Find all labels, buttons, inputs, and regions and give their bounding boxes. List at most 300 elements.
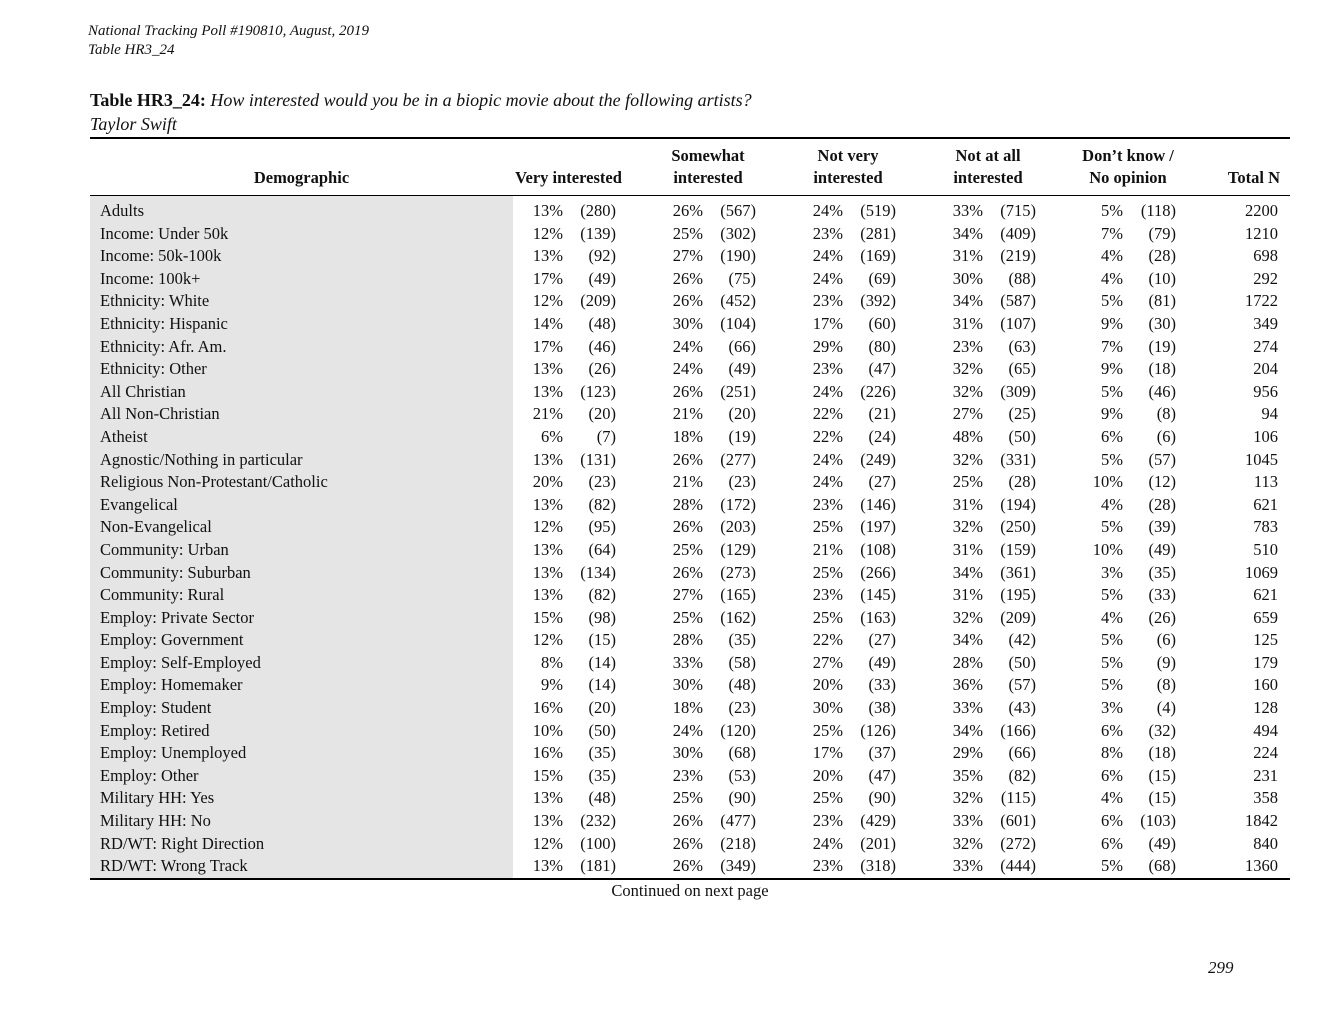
cell-spacer [1044,471,1072,494]
cell-count: (57) [1008,675,1036,695]
cell-count: (46) [1148,381,1176,401]
row-label: All Christian [90,381,513,404]
cell-percent: 8% [1101,743,1123,763]
table-row [90,403,1290,426]
cell-count: (23) [588,472,616,492]
cell-percent: 23% [812,585,843,605]
cell-spacer [624,562,652,585]
cell-spacer [904,787,932,810]
cell-count: (197) [860,517,896,537]
cell-count: (49) [728,359,756,379]
cell-percent: 12% [532,630,563,650]
table-row [90,787,1290,810]
cell-count: (95) [588,517,616,537]
cell-count: (118) [1140,201,1176,220]
cell-percent: 5% [1101,585,1123,605]
row-label: Employ: Retired [90,720,513,743]
cell-percent: 3% [1101,562,1123,582]
col-header-demographic: Demographic [253,168,350,187]
cell-spacer [624,539,652,562]
cell-percent: 5% [1101,449,1123,469]
cell-spacer [624,810,652,833]
cell-percent: 17% [812,313,843,333]
cell-count: (172) [720,494,756,514]
cell-count: (409) [1000,223,1036,243]
cell-percent: 30% [812,698,843,718]
cell-percent: 30% [952,268,983,288]
cell-count: (98) [588,607,616,627]
cell-count: (57) [1148,449,1176,469]
cell-spacer [764,381,792,404]
cell-total-n: 1360 [1245,856,1278,876]
cell-percent: 26% [672,381,703,401]
cell-spacer [764,403,792,426]
cell-count: (47) [868,765,896,785]
cell-percent: 3% [1101,698,1123,718]
cell-count: (33) [868,675,896,695]
cell-count: (115) [1000,788,1036,808]
cell-percent: 33% [952,856,983,876]
cell-spacer [1044,720,1072,743]
cell-spacer [904,494,932,517]
cell-percent: 13% [532,359,563,379]
cell-total-n: 204 [1253,359,1278,379]
cell-percent: 31% [952,539,983,559]
cell-count: (82) [588,494,616,514]
cell-percent: 26% [672,833,703,853]
cell-total-n: 783 [1253,517,1278,537]
poll-name: National Tracking Poll #190810, August, 2019 [88,23,369,39]
table-row [90,358,1290,381]
cell-spacer [1044,223,1072,246]
cell-count: (79) [1148,223,1176,243]
cell-count: (18) [1148,743,1176,763]
table-subject: Taylor Swift [90,114,177,134]
cell-spacer [1044,629,1072,652]
cell-count: (19) [1148,336,1176,356]
cell-spacer [764,313,792,336]
cell-percent: 6% [1101,720,1123,740]
cell-percent: 5% [1101,675,1123,695]
cell-count: (601) [1000,811,1036,831]
cell-percent: 21% [672,404,703,424]
cell-percent: 23% [812,856,843,876]
cell-percent: 6% [1101,811,1123,831]
cell-spacer [764,584,792,607]
cell-percent: 24% [812,472,843,492]
cell-count: (23) [728,472,756,492]
cell-spacer [904,313,932,336]
cell-percent: 29% [812,336,843,356]
cell-count: (33) [1148,585,1176,605]
cell-total-n: 1722 [1245,291,1278,311]
cell-count: (251) [720,381,756,401]
cell-count: (35) [728,630,756,650]
cell-percent: 27% [812,652,843,672]
cell-count: (18) [1148,359,1176,379]
cell-percent: 33% [672,652,703,672]
cell-spacer [764,426,792,449]
table-row [90,629,1290,652]
row-label: Income: 50k-100k [90,245,513,268]
cell-percent: 6% [1101,426,1123,446]
cell-percent: 23% [952,336,983,356]
table-row [90,245,1290,268]
cell-percent: 21% [812,539,843,559]
cell-count: (444) [1000,856,1036,876]
cell-percent: 30% [672,743,703,763]
cell-count: (280) [580,201,616,220]
cell-spacer [1044,426,1072,449]
cell-spacer [1044,562,1072,585]
document-header [88,22,369,60]
cell-count: (82) [588,585,616,605]
cell-count: (218) [720,833,756,853]
cell-percent: 23% [812,811,843,831]
cell-count: (68) [1148,856,1176,876]
row-label: RD/WT: Wrong Track [90,855,513,879]
col-header-dont-know: Don’t know / No opinion [1082,146,1174,187]
table-question: How interested would you be in a biopic movie about the following artists? [210,90,752,110]
cell-spacer [904,855,932,879]
cell-count: (361) [1000,562,1036,582]
cell-count: (587) [1000,291,1036,311]
cell-count: (429) [860,811,896,831]
cell-total-n: 160 [1253,675,1278,695]
cell-percent: 27% [952,404,983,424]
cell-count: (48) [728,675,756,695]
cell-count: (81) [1148,291,1176,311]
cell-percent: 16% [532,743,563,763]
cell-percent: 26% [672,856,703,876]
cell-spacer [1044,697,1072,720]
cell-percent: 13% [532,788,563,808]
cell-percent: 6% [1101,765,1123,785]
cell-count: (20) [588,698,616,718]
cell-count: (209) [1000,607,1036,627]
cell-count: (120) [720,720,756,740]
cell-total-n: 349 [1253,313,1278,333]
cell-count: (50) [1008,652,1036,672]
table-row [90,674,1290,697]
cell-percent: 32% [952,359,983,379]
cell-percent: 6% [1101,833,1123,853]
cell-percent: 18% [672,426,703,446]
cell-percent: 26% [672,562,703,582]
cell-count: (27) [868,472,896,492]
cell-count: (103) [1140,811,1176,831]
cell-count: (166) [1000,720,1036,740]
cell-spacer [904,290,932,313]
table-row [90,336,1290,359]
cell-percent: 13% [532,539,563,559]
cell-count: (49) [1148,539,1176,559]
cell-percent: 14% [532,313,563,333]
row-label: Military HH: Yes [90,787,513,810]
cell-spacer [904,562,932,585]
table-body [90,196,1290,879]
cell-total-n: 1842 [1245,811,1278,831]
cell-total-n: 224 [1253,743,1278,763]
cell-percent: 26% [672,268,703,288]
cell-total-n: 231 [1253,765,1278,785]
cell-count: (48) [588,788,616,808]
row-label: Employ: Homemaker [90,674,513,697]
cell-percent: 31% [952,585,983,605]
cell-spacer [1044,742,1072,765]
cell-total-n: 659 [1253,607,1278,627]
cell-spacer [904,765,932,788]
cell-spacer [764,539,792,562]
cell-spacer [1044,403,1072,426]
cell-percent: 17% [532,268,563,288]
row-label: Military HH: No [90,810,513,833]
cell-count: (104) [720,313,756,333]
cell-count: (12) [1148,472,1176,492]
cell-spacer [1044,674,1072,697]
cell-spacer [1044,607,1072,630]
cell-percent: 13% [532,856,563,876]
cell-percent: 32% [952,607,983,627]
table-row [90,607,1290,630]
cell-total-n: 956 [1253,381,1278,401]
cell-percent: 4% [1101,607,1123,627]
page-number: 299 [1208,958,1234,977]
cell-percent: 28% [952,652,983,672]
cell-count: (68) [728,743,756,763]
cell-percent: 4% [1101,268,1123,288]
cell-count: (250) [1000,517,1036,537]
cell-count: (519) [860,201,896,220]
cell-spacer [764,787,792,810]
table-row [90,471,1290,494]
cell-spacer [764,449,792,472]
row-label: Income: Under 50k [90,223,513,246]
cell-total-n: 494 [1253,720,1278,740]
cell-spacer [764,720,792,743]
cell-count: (195) [1000,585,1036,605]
cell-percent: 32% [952,449,983,469]
cell-count: (108) [860,539,896,559]
cell-spacer [764,290,792,313]
cell-count: (349) [720,856,756,876]
cell-count: (47) [868,359,896,379]
cell-percent: 34% [952,630,983,650]
cell-spacer [904,403,932,426]
table-row [90,562,1290,585]
cell-spacer [1044,539,1072,562]
cell-percent: 25% [812,562,843,582]
cell-percent: 25% [812,517,843,537]
cell-percent: 23% [672,765,703,785]
cell-percent: 25% [812,720,843,740]
cell-spacer [764,810,792,833]
cell-percent: 10% [1092,539,1123,559]
cell-total-n: 274 [1253,336,1278,356]
cell-spacer [1044,245,1072,268]
cell-percent: 22% [812,404,843,424]
cell-percent: 12% [532,517,563,537]
cell-count: (6) [1156,630,1176,650]
cell-count: (64) [588,539,616,559]
cell-count: (35) [1148,562,1176,582]
cell-count: (38) [868,698,896,718]
cell-percent: 28% [672,494,703,514]
cell-spacer [904,381,932,404]
table-row [90,855,1290,879]
cell-percent: 26% [672,449,703,469]
cell-spacer [904,674,932,697]
row-label: Employ: Government [90,629,513,652]
cell-percent: 33% [952,811,983,831]
cell-percent: 32% [952,833,983,853]
cell-count: (6) [1156,426,1176,446]
cell-spacer [1044,449,1072,472]
cell-percent: 30% [672,313,703,333]
cell-percent: 10% [532,720,563,740]
cell-spacer [1044,652,1072,675]
cell-percent: 22% [812,630,843,650]
cell-percent: 28% [672,630,703,650]
cell-total-n: 179 [1253,652,1278,672]
cell-count: (60) [868,313,896,333]
cell-count: (49) [588,268,616,288]
cell-spacer [1044,494,1072,517]
cell-count: (201) [860,833,896,853]
cell-spacer [624,223,652,246]
cell-count: (19) [728,426,756,446]
cell-count: (24) [868,426,896,446]
cell-count: (20) [588,404,616,424]
cell-percent: 15% [532,607,563,627]
cell-percent: 31% [952,313,983,333]
cell-spacer [624,629,652,652]
cell-spacer [1044,584,1072,607]
cell-count: (49) [1148,833,1176,853]
cell-spacer [764,516,792,539]
cell-total-n: 621 [1253,494,1278,514]
cell-spacer [904,358,932,381]
col-header-not-very-interested: Not very interested [813,146,883,187]
cell-count: (100) [580,833,616,853]
cell-spacer [764,652,792,675]
cell-spacer [904,196,932,223]
cell-count: (134) [580,562,616,582]
table-row [90,290,1290,313]
cell-spacer [904,426,932,449]
cell-count: (50) [588,720,616,740]
cell-count: (219) [1000,246,1036,266]
cell-percent: 33% [952,698,983,718]
cell-spacer [764,494,792,517]
table-row [90,584,1290,607]
cell-total-n: 698 [1253,246,1278,266]
cell-count: (90) [868,788,896,808]
table-header-row [90,138,1290,196]
cell-spacer [624,381,652,404]
cell-spacer [764,765,792,788]
cell-count: (273) [720,562,756,582]
cell-count: (226) [860,381,896,401]
cell-count: (9) [1156,652,1176,672]
cell-percent: 5% [1101,381,1123,401]
cell-spacer [1044,810,1072,833]
cell-count: (159) [1000,539,1036,559]
cell-percent: 24% [812,268,843,288]
cell-count: (14) [588,652,616,672]
table-row [90,720,1290,743]
cell-spacer [1044,833,1072,856]
cell-spacer [764,742,792,765]
cell-total-n: 1045 [1245,449,1278,469]
cell-percent: 5% [1101,517,1123,537]
cell-spacer [624,765,652,788]
cell-spacer [764,855,792,879]
cell-total-n: 1210 [1245,223,1278,243]
cell-percent: 24% [812,201,843,220]
cell-total-n: 128 [1253,698,1278,718]
cell-count: (309) [1000,381,1036,401]
cell-count: (28) [1148,246,1176,266]
cell-percent: 4% [1101,494,1123,514]
cell-spacer [904,584,932,607]
row-label: Employ: Unemployed [90,742,513,765]
table-row [90,426,1290,449]
row-label: Atheist [90,426,513,449]
cell-percent: 27% [672,585,703,605]
cell-spacer [1044,516,1072,539]
cell-count: (567) [720,201,756,220]
cell-percent: 15% [532,765,563,785]
row-label: Ethnicity: Hispanic [90,313,513,336]
cell-spacer [624,742,652,765]
cell-count: (20) [728,404,756,424]
col-header-somewhat-interested: Somewhat interested [671,146,745,187]
cell-total-n: 621 [1253,585,1278,605]
table-row [90,381,1290,404]
col-header-very-interested: Very interested [515,168,622,187]
cell-spacer [624,584,652,607]
cell-spacer [624,449,652,472]
cell-count: (392) [860,291,896,311]
cell-percent: 32% [952,381,983,401]
cell-count: (129) [720,539,756,559]
cell-percent: 48% [952,426,983,446]
cell-percent: 23% [812,291,843,311]
cell-percent: 26% [672,517,703,537]
cell-percent: 32% [952,788,983,808]
cell-percent: 9% [1101,313,1123,333]
cell-count: (27) [868,630,896,650]
cell-count: (277) [720,449,756,469]
cell-spacer [624,313,652,336]
cell-percent: 31% [952,246,983,266]
cell-percent: 12% [532,291,563,311]
cell-count: (49) [868,652,896,672]
cell-percent: 34% [952,223,983,243]
row-label: Employ: Self-Employed [90,652,513,675]
cell-percent: 25% [952,472,983,492]
table-row [90,810,1290,833]
cell-count: (35) [588,765,616,785]
cell-spacer [624,516,652,539]
table-row [90,697,1290,720]
cell-spacer [904,810,932,833]
cell-count: (139) [580,223,616,243]
cell-percent: 13% [532,246,563,266]
row-label: Employ: Private Sector [90,607,513,630]
table-row [90,196,1290,223]
